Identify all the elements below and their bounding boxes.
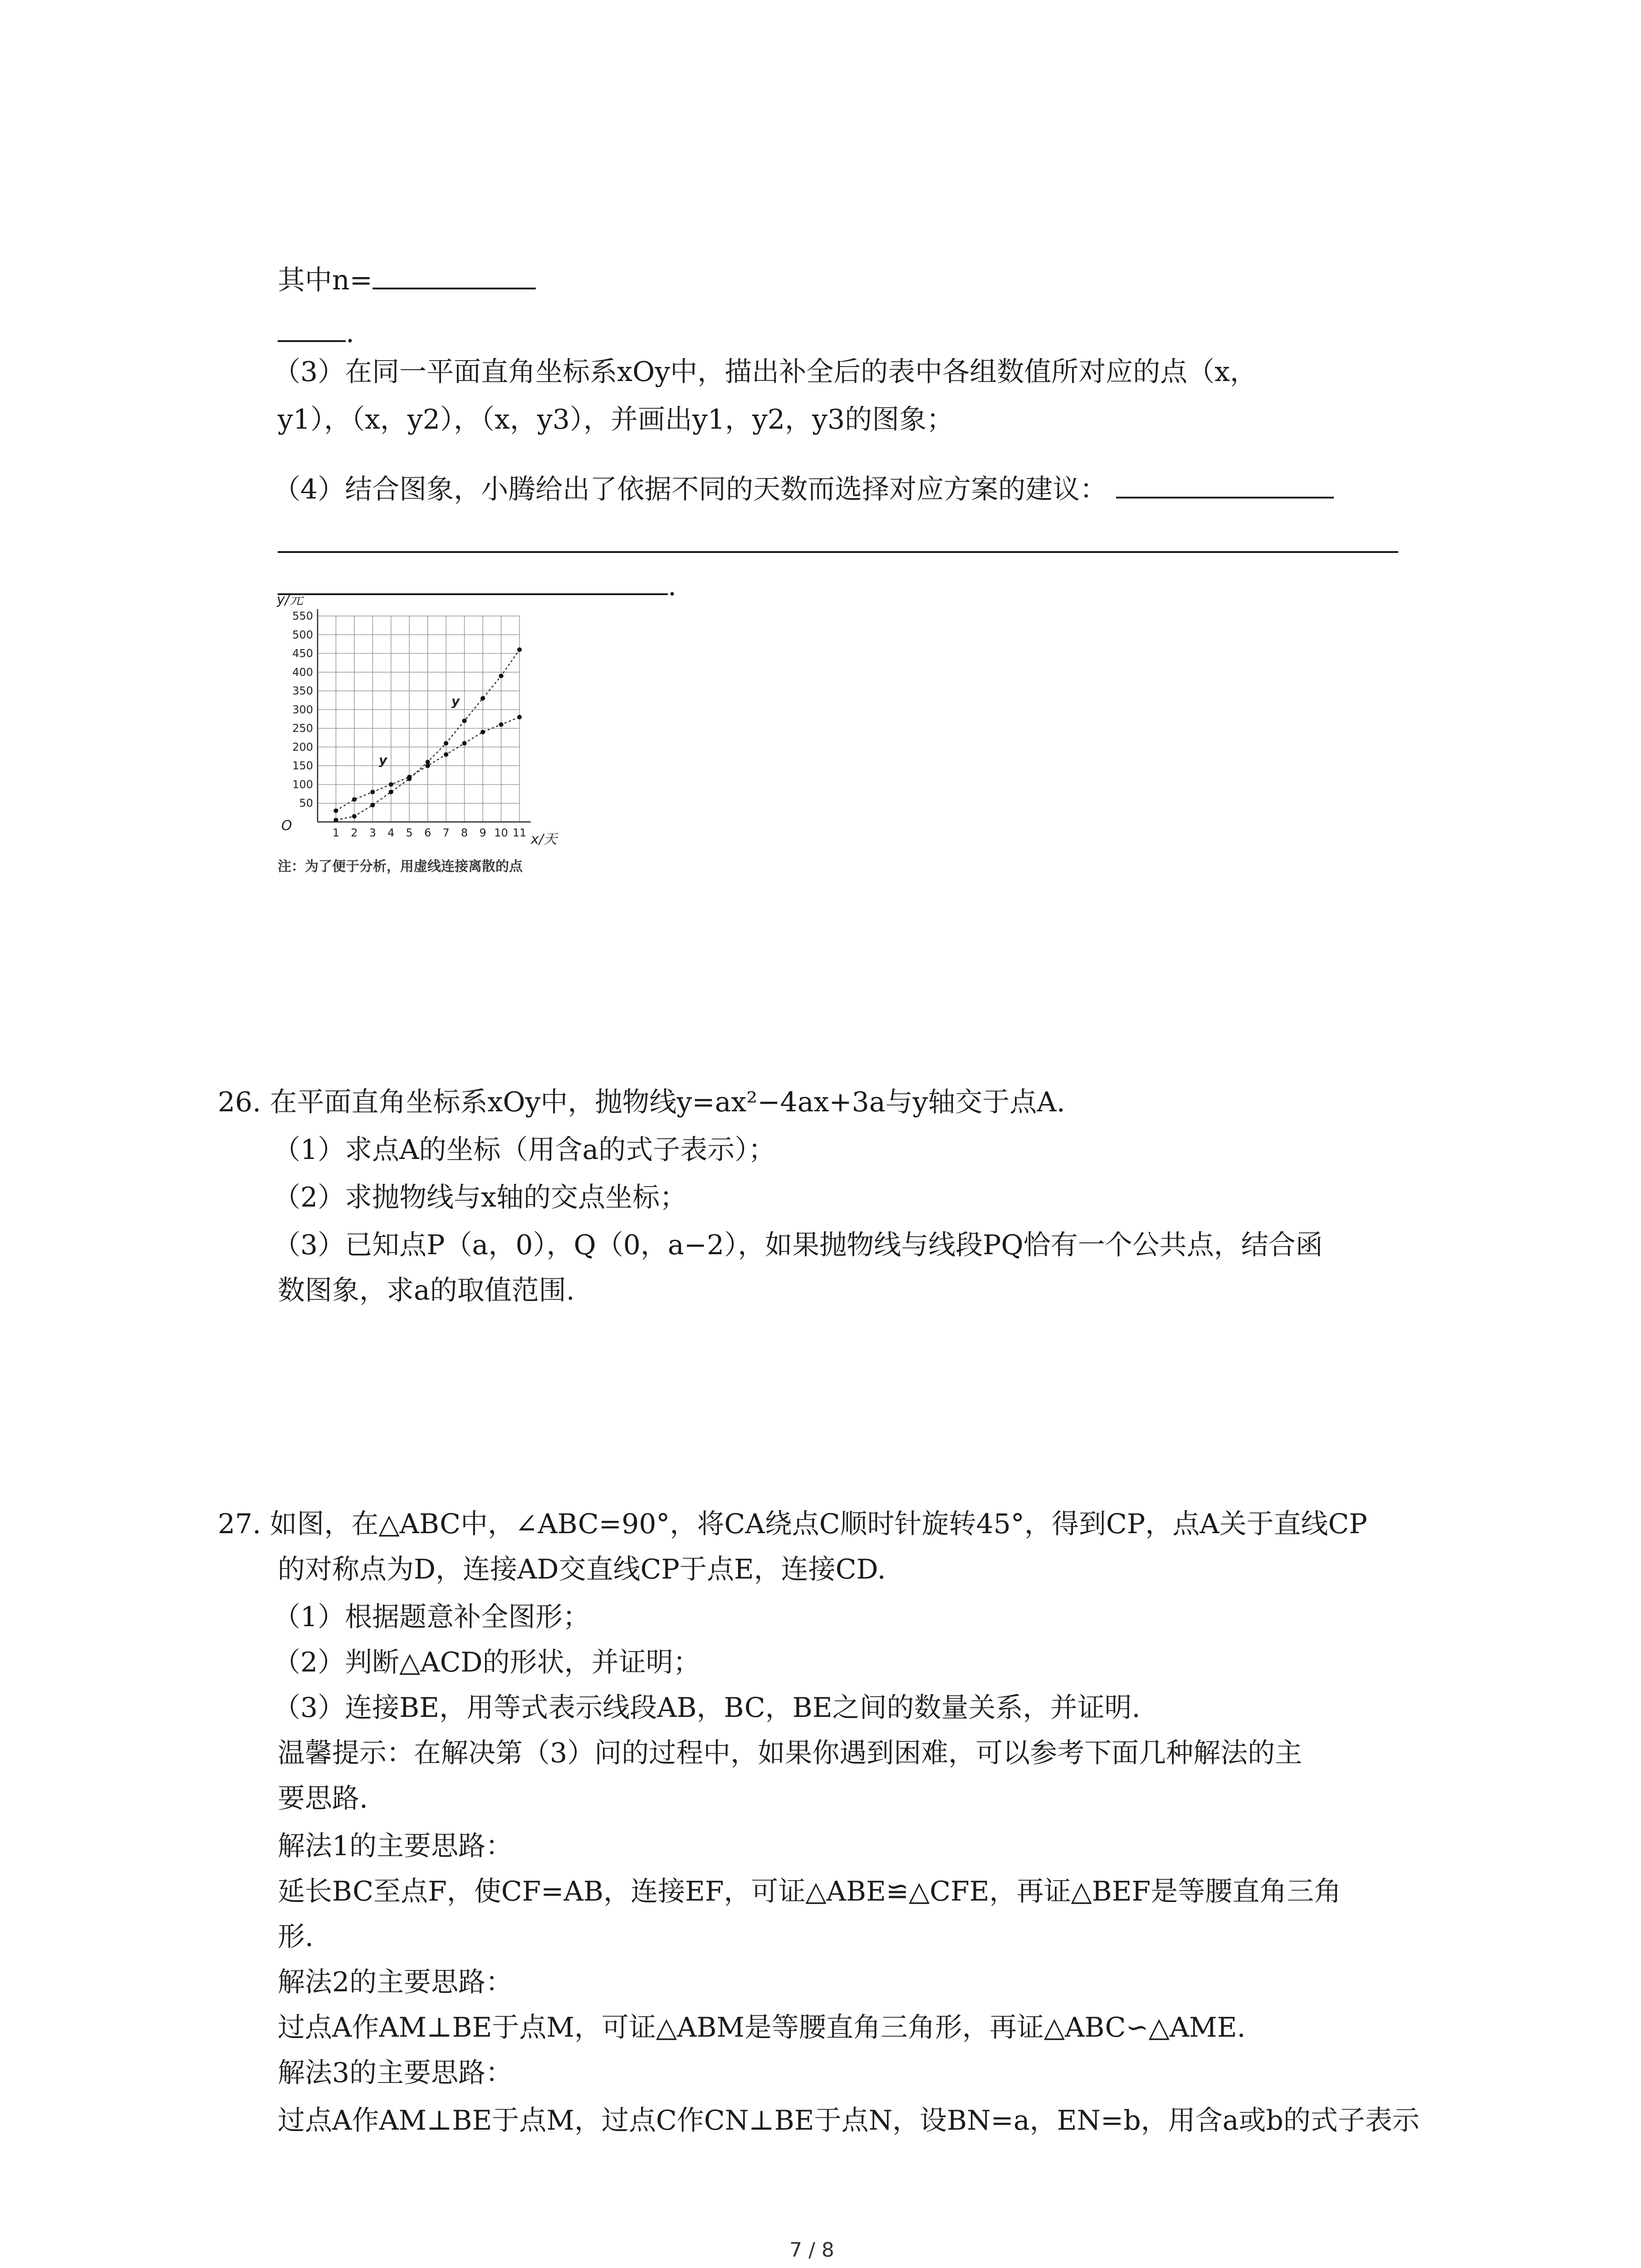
- q27-method1-line2: 形.: [278, 1921, 314, 1953]
- y-tick-label: 550: [292, 610, 313, 622]
- series-2-point: [462, 719, 467, 723]
- x-tick-label: 11: [512, 826, 527, 839]
- q26-part2: （2）求抛物线与x轴的交点坐标；: [273, 1182, 687, 1213]
- q27-stem-line2: 的对称点为D，连接AD交直线CP于点E，连接CD.: [278, 1554, 886, 1585]
- series-2-point: [480, 696, 485, 701]
- chart-grid: [318, 616, 519, 822]
- q25-part3-line1: （3）在同一平面直角坐标系xOy中，描出补全后的表中各组数值所对应的点（x，: [273, 356, 1257, 388]
- q27-part2: （2）判断△ACD的形状，并证明；: [273, 1647, 700, 1678]
- x-tick-label: 3: [369, 826, 377, 839]
- cost-chart: [268, 590, 585, 848]
- series-2-point: [352, 814, 357, 819]
- q27-stem-line1: 27. 如图，在△ABC中，∠ABC=90°，将CA绕点C顺时针旋转45°，得到CP，点A关于直线CP: [218, 1508, 1367, 1540]
- x-tick-label: 8: [460, 826, 468, 839]
- series-1-point: [333, 808, 338, 813]
- q27-method1-line1: 延长BC至点F，使CF=AB，连接EF，可证△ABE≌△CFE，再证△BEF是等腰直角三角: [278, 1876, 1342, 1907]
- q27-method2-line1: 过点A作AM⊥BE于点M，可证△ABM是等腰直角三角形，再证△ABC∽△AME.: [278, 2012, 1246, 2043]
- x-tick-label: 5: [406, 826, 413, 839]
- x-tick-label: 4: [387, 826, 395, 839]
- q27-hint-line2: 要思路.: [278, 1783, 368, 1814]
- origin-label: O: [281, 818, 292, 834]
- q25-part4-line1: （4）结合图象，小腾给出了依据不同的天数而选择对应方案的建议：: [273, 469, 1334, 508]
- q25-n-line-cont: .: [278, 313, 354, 351]
- series-2-point: [370, 803, 375, 807]
- series-2-point: [444, 741, 448, 746]
- series-1-point: [370, 790, 375, 794]
- series-2-point: [426, 760, 430, 764]
- series-2-point: [499, 674, 504, 678]
- series-2-point: [333, 818, 338, 822]
- answer-blank-suggestion-1[interactable]: [1116, 469, 1334, 499]
- q27-part3: （3）连接BE，用等式表示线段AB，BC，BE之间的数量关系，并证明.: [273, 1692, 1141, 1724]
- q27-part1: （1）根据题意补全图形；: [273, 1601, 590, 1633]
- x-tick-label: 2: [351, 826, 358, 839]
- q25-n-line: [278, 260, 536, 298]
- q25-part3-line2: y1），（x，y2），（x，y3），并画出y1，y2，y3的图象；: [278, 404, 954, 435]
- answer-blank-suggestion-2[interactable]: [278, 524, 1398, 553]
- q25-part4-line3: .: [278, 566, 676, 604]
- y-tick-label: 100: [292, 778, 313, 791]
- q27-method3-title: 解法3的主要思路：: [278, 2057, 513, 2089]
- series-1-point: [352, 797, 357, 802]
- x-tick-label: 6: [424, 826, 431, 839]
- q26-part1: （1）求点A的坐标（用含a的式子表示）；: [273, 1134, 776, 1166]
- q26-stem: 26. 在平面直角坐标系xOy中，抛物线y=ax²−4ax+3a与y轴交于点A.: [218, 1086, 1065, 1118]
- q27-method1-title: 解法1的主要思路：: [278, 1830, 513, 1862]
- y-tick-label: 350: [292, 684, 313, 698]
- chart-axes: [318, 609, 531, 822]
- q27-method2-title: 解法2的主要思路：: [278, 1966, 513, 1998]
- y-tick-label: 450: [292, 647, 313, 660]
- x-tick-label: 7: [442, 826, 450, 839]
- y-tick-label: 500: [292, 628, 313, 641]
- series-1-point: [480, 730, 485, 734]
- y-tick-label: 150: [292, 759, 313, 772]
- y-tick-label: 200: [292, 740, 313, 753]
- chart-note: 注：为了便于分析，用虚线连接离散的点: [278, 859, 523, 875]
- y-tick-label: 400: [292, 665, 313, 679]
- y-axis-label: y/元: [277, 592, 303, 608]
- series-1-point: [499, 722, 504, 727]
- series-1-point: [389, 782, 393, 787]
- y-tick-label: 300: [292, 703, 313, 716]
- q26-part3-line1: （3）已知点P（a，0），Q（0，a−2），如果抛物线与线段PQ恰有一个公共点，结合函: [273, 1229, 1323, 1261]
- series-2-point: [389, 790, 393, 794]
- curve-label-lower: y: [379, 753, 387, 767]
- y-tick-label: 50: [299, 797, 313, 810]
- q26-part3-line2: 数图象，求a的取值范围.: [278, 1275, 575, 1306]
- series-1-point: [462, 741, 467, 746]
- x-tick-label: 9: [479, 826, 486, 839]
- x-tick-label: 10: [494, 826, 508, 839]
- x-axis-label: x/天: [531, 831, 557, 847]
- q27-method3-line1: 过点A作AM⊥BE于点M，过点C作CN⊥BE于点N，设BN=a，EN=b，用含a或b的式子表示: [278, 2105, 1420, 2136]
- curve-label-upper: y: [451, 694, 460, 709]
- answer-blank-n-cont[interactable]: [278, 313, 346, 342]
- answer-blank-n[interactable]: [372, 260, 536, 289]
- series-1-point: [517, 715, 522, 719]
- series-2-point: [517, 647, 522, 652]
- page-number: 7 / 8: [789, 2239, 834, 2262]
- series-1-point: [444, 752, 448, 757]
- y-tick-label: 250: [292, 722, 313, 735]
- x-tick-label: 1: [332, 826, 340, 839]
- n-label: 其中n=: [278, 264, 372, 296]
- q27-hint-line1: 温馨提示：在解决第（3）问的过程中，如果你遇到困难，可以参考下面几种解法的主: [278, 1737, 1303, 1769]
- series-2-point: [407, 777, 411, 781]
